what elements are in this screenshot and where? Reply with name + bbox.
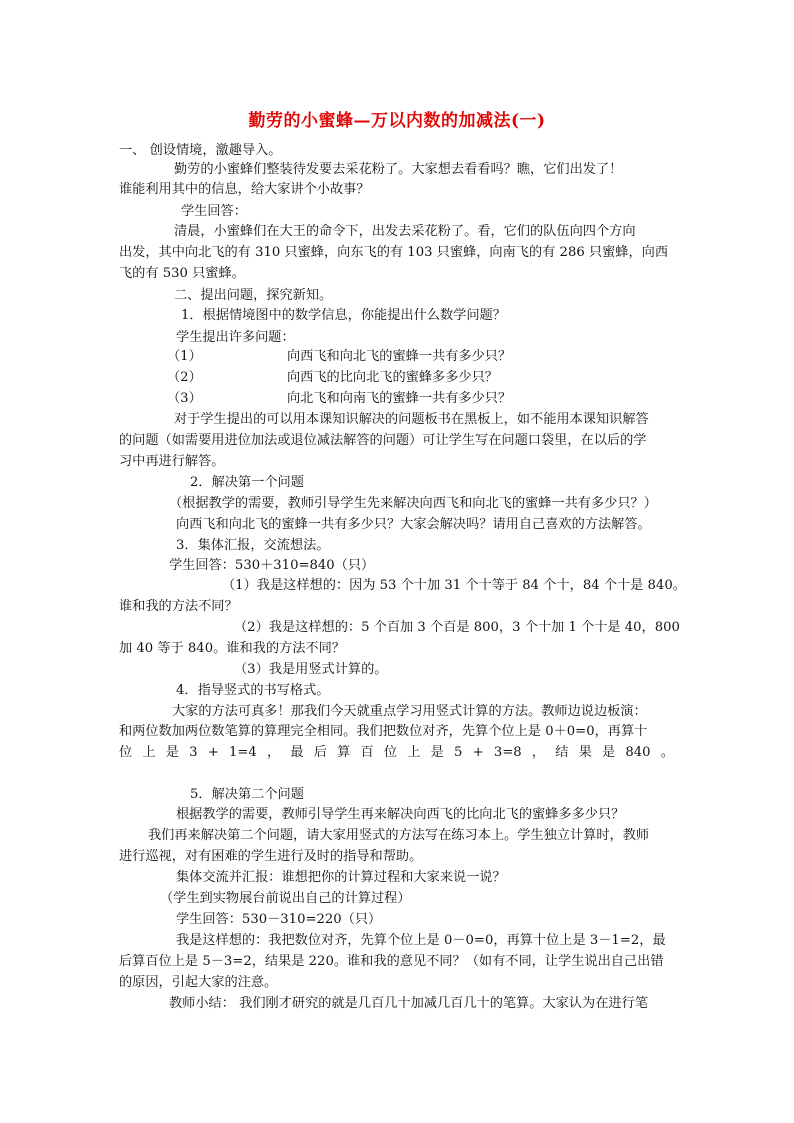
paragraph-line: 谁和我的方法不同？ (119, 599, 238, 614)
step-heading: 5．解决第二个问题 (190, 787, 304, 802)
paragraph-line: 学生回答：530－310=220（只） (176, 912, 382, 927)
paragraph-line: 勤劳的小蜜蜂们整装待发要去采花粉了。大家想去看看吗？瞧，它们出发了！ (174, 162, 623, 177)
paragraph-line: 清晨，小蜜蜂们在大王的命令下，出发去采花粉了。看，它们的队伍向四个方向 (174, 224, 636, 239)
paragraph-line: 集体交流并汇报：谁想把你的计算过程和大家来说一说？ (176, 870, 506, 885)
step-heading: 2．解决第一个问题 (190, 475, 304, 490)
list-item-number: （1） (167, 349, 202, 364)
paragraph-line: 习中再进行解答。 (119, 454, 225, 469)
paragraph-line: 大家的方法可真多！那我们今天就重点学习用竖式计算的方法。教师边说边板演： (172, 704, 647, 719)
paragraph-line: 学生回答： (181, 204, 247, 219)
paragraph-line: 学生回答：530＋310=840（只） (169, 558, 375, 573)
paragraph-line: （2）我是这样想的：5 个百加 3 个百是 800，3 个十加 1 个十是 40，800 (234, 620, 680, 635)
paragraph-line: 向西飞和向北飞的蜜蜂一共有多少只？大家会解决吗？请用自己喜欢的方法解答。 (176, 517, 651, 532)
paragraph-line: 谁能利用其中的信息，给大家讲个小故事？ (119, 182, 370, 197)
paragraph-line: 教师小结： 我们刚才研究的就是几百几十加减几百几十的笔算。大家认为在进行笔 (169, 996, 648, 1011)
paragraph-line: 我们再来解决第二个问题，请大家用竖式的方法写在练习本上。学生独立计算时，教师 (148, 828, 650, 843)
paragraph-line: （1）我是这样想的：因为 53 个十加 31 个十等于 84 个十，84 个十是 840。 (222, 578, 686, 593)
paragraph-line: 飞的有 530 只蜜蜂。 (119, 266, 245, 281)
paragraph-line: 后算百位上是 5－3=2，结果是 220。谁和我的意见不同？（如有不同，让学生说出自己出错 (119, 954, 664, 969)
paragraph-line: （学生到实物展台前说出自己的计算过程） (160, 891, 411, 906)
paragraph-line: 的原因，引起大家的注意。 (119, 975, 278, 990)
paragraph-line: 进行巡视，对有困难的学生进行及时的指导和帮助。 (119, 849, 423, 864)
list-item-text: 向西飞和向北飞的蜜蜂一共有多少只？ (287, 349, 512, 364)
paragraph-line: 对于学生提出的可以用本课知识解决的问题板书在黑板上，如不能用本课知识解答 (174, 412, 649, 427)
paragraph-line: 出发，其中向北飞的有 310 只蜜蜂，向东飞的有 103 只蜜蜂，向南飞的有 286 只蜜蜂，向西 (119, 245, 669, 260)
page-title: 勤劳的小蜜蜂—万以内数的加减法(一) (248, 111, 546, 131)
section-heading-2: 二、提出问题，探究新知。 (174, 288, 333, 303)
list-item-number: （2） (167, 370, 202, 385)
paragraph-line: 学生提出许多问题： (176, 330, 295, 345)
step-heading: 4．指导竖式的书写格式。 (176, 683, 330, 698)
paragraph-line: （3）我是用竖式计算的。 (234, 662, 388, 677)
list-item-number: （3） (167, 391, 202, 406)
justified-line: 位 上 是 3 + 1=4 ， 最 后 算 百 位 上 是 5 + 3=8 ， 结 果 是 840 。 (119, 745, 674, 760)
list-item-text: 向西飞的比向北飞的蜜蜂多多少只？ (287, 370, 498, 385)
paragraph-line: 根据教学的需要，教师引导学生再来解决向西飞的比向北飞的蜜蜂多多少只？ (176, 807, 625, 822)
paragraph-line: 我是这样想的：我把数位对齐，先算个位上是 0－0=0，再算十位上是 3－1=2，最 (176, 933, 666, 948)
paragraph-line: 的问题（如需要用进位加法或退位减法解答的问题）可让学生写在问题口袋里，在以后的学 (119, 433, 647, 448)
paragraph-line: 和两位数加两位数笔算的算理完全相同。我们把数位对齐，先算个位上是 0＋0=0，再算十 (119, 724, 648, 739)
paragraph-line: 加 40 等于 840。谁和我的方法不同？ (119, 641, 345, 656)
paragraph-line: 1．根据情境图中的数学信息，你能提出什么数学问题？ (181, 308, 506, 323)
section-heading-1: 一、 创设情境，激趣导入。 (119, 143, 282, 158)
list-item-text: 向北飞和向南飞的蜜蜂一共有多少只？ (287, 391, 512, 406)
step-heading: 3．集体汇报，交流想法。 (176, 538, 330, 553)
paragraph-line: （根据教学的需要，教师引导学生先来解决向西飞和向北飞的蜜蜂一共有多少只？） (169, 496, 657, 511)
